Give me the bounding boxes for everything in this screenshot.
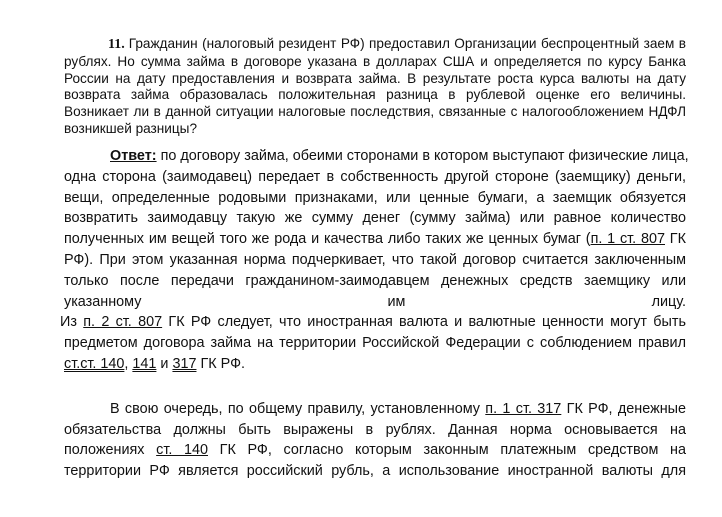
answer-word: указанному xyxy=(64,293,142,310)
answer-text: ГК РФ следует, что иностранная валюта и валютные ценности могут быть xyxy=(162,314,686,331)
answer-line xyxy=(64,146,689,167)
answer-line xyxy=(64,354,686,375)
answer-text: и xyxy=(156,355,173,372)
answer-line xyxy=(60,312,686,333)
answer-word: им xyxy=(387,293,406,310)
question-number: 11. xyxy=(108,37,125,52)
answer-line: одна сторона (заимодавец) передает в собственность другой стороне (заемщику) деньги, xyxy=(64,168,686,185)
law-link-st140-b[interactable]: ст. 140 xyxy=(156,442,208,459)
question-paragraph xyxy=(64,36,686,138)
answer-line: возвратить заимодавцу такую же сумму денег (сумму займа) или равное количество xyxy=(64,210,686,227)
answer-line: только после передачи гражданином-заимодавцем денежных средств заемщику или xyxy=(64,272,686,289)
law-link-p2-st807[interactable]: п. 2 ст. 807 xyxy=(83,314,163,331)
answer-text: ГК xyxy=(665,231,686,248)
law-link-st140[interactable]: ст.ст. 140 xyxy=(64,355,125,372)
paragraph-gap xyxy=(64,375,686,399)
law-link-st141[interactable]: 141 xyxy=(132,355,157,372)
question-text: Гражданин (налоговый резидент РФ) предоставил Организации беспроцентный заем в рублях. Но сумма займа в договоре указана в долларах США и определяется по курсу Банка России на дату предоставления и возврата займа. В результате роста курса валюты на дату возврата займа образовалась положительная разница в рублевой оценке его величины. Возникает ли в данной ситуации налоговые последствия, связанные с налогообложением НДФЛ возникшей разницы? xyxy=(64,36,686,136)
continuation-line: обязательства должны быть выражены в рублях. Данная норма основывается на xyxy=(64,421,686,438)
answer-line: РФ). При этом указанная норма подчеркивает, что такой договор считается заключенным xyxy=(64,251,686,268)
answer-line xyxy=(64,229,686,250)
answer-label: Ответ: xyxy=(110,148,157,164)
continuation-line xyxy=(64,399,686,420)
law-link-st317[interactable]: 317 xyxy=(172,355,197,372)
continuation-text: ГК РФ, согласно которым законным платежным средством на xyxy=(208,442,686,459)
law-link-p1-st317[interactable]: п. 1 ст. 317 xyxy=(485,400,562,417)
answer-line: вещи, определенные родовыми признаками, или ценные бумаги, а заемщик обязуется xyxy=(64,189,686,206)
answer-line xyxy=(64,292,686,313)
continuation-text: В свою очередь, по общему правилу, установленному xyxy=(110,400,486,417)
answer-block xyxy=(60,146,689,482)
answer-line: предметом договора займа на территории Российской Федерации с соблюдением правил xyxy=(64,335,686,352)
answer-text: полученных им вещей того же рода и качества либо таких же ценных бумаг ( xyxy=(64,231,591,248)
law-link-p1-st807[interactable]: п. 1 ст. 807 xyxy=(590,231,665,248)
answer-text: Из xyxy=(60,314,84,331)
continuation-text: ГК РФ, денежные xyxy=(561,400,686,417)
answer-word: лицу. xyxy=(651,293,686,310)
continuation-line xyxy=(64,440,686,461)
continuation-text: положениях xyxy=(64,442,157,459)
answer-text: , xyxy=(124,355,133,372)
answer-text: по договору займа, обеими сторонами в котором выступают физические лица, xyxy=(160,148,689,164)
continuation-line: территории РФ является российский рубль, а использование иностранной валюты для xyxy=(64,463,686,480)
answer-text: ГК РФ. xyxy=(196,355,246,372)
